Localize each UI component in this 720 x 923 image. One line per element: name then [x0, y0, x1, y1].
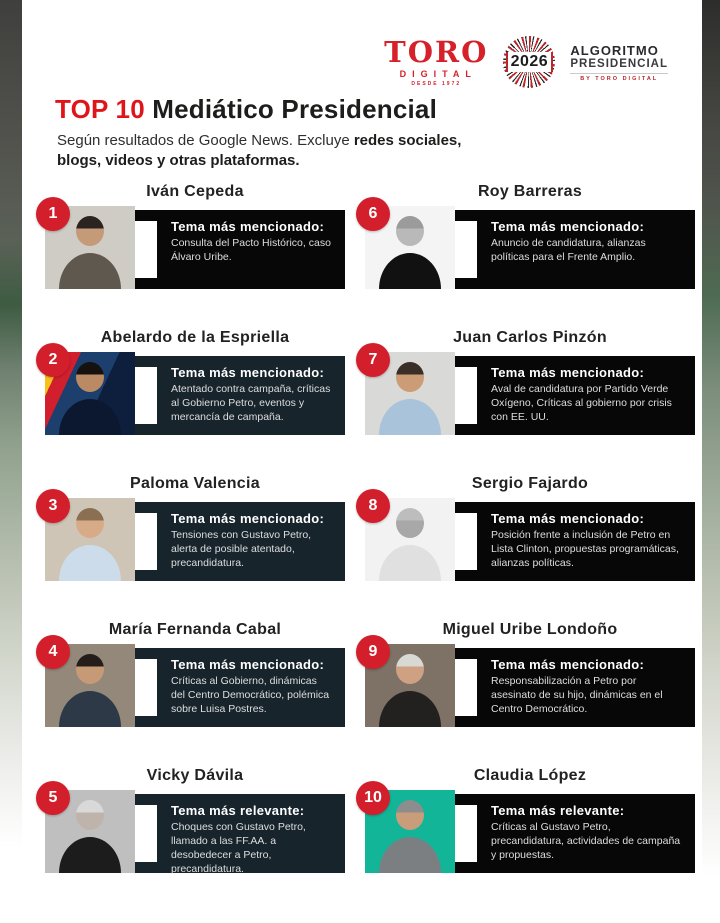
rank-badge: 10 — [356, 781, 390, 815]
rank-badge: 7 — [356, 343, 390, 377]
card-body — [365, 790, 695, 873]
candidate-name: Miguel Uribe Londoño — [442, 621, 618, 638]
card-body — [45, 498, 345, 581]
title-rest: Mediático Presidencial — [144, 94, 438, 124]
topic-text: Responsabilización a Petro por asesinato de su hijo, dinámicas en el Centro Democrático. — [491, 675, 663, 715]
subtitle-bold: redes sociales, blogs, videos y otras plataformas. — [57, 132, 462, 170]
topic-box — [131, 502, 345, 581]
topic-text: Aval de candidatura por Partido Verde Oxígeno, Críticas al gobierno por crisis con EE. UU. — [491, 383, 672, 423]
topic-label: Tema más mencionado: — [171, 657, 325, 672]
topic-box-text — [491, 356, 695, 431]
candidate-card-vicky-davila — [45, 767, 345, 873]
accent-tab — [135, 805, 157, 862]
topic-box-text — [171, 356, 345, 431]
topic-text: Anuncio de candidatura, alianzas políticas para el Frente Amplio. — [491, 237, 646, 263]
topic-text: Críticas al Gobierno, dinámicas del Centro Democrático, polémica sobre Luisa Postres. — [171, 675, 330, 715]
candidate-cards-grid — [45, 183, 695, 873]
candidate-name: Abelardo de la Espriella — [100, 329, 290, 346]
right-background-photo-strip — [702, 0, 720, 923]
topic-text: Consulta del Pacto Histórico, caso Álvaro Uribe. — [171, 237, 331, 263]
rank-badge: 2 — [36, 343, 70, 377]
accent-tab — [455, 221, 477, 278]
accent-tab — [455, 513, 477, 570]
candidate-card-sergio-fajardo — [365, 475, 695, 581]
topic-box-text — [491, 210, 695, 271]
topic-text: Críticas al Gustavo Petro, precandidatura, actividades de campaña y propuestas. — [491, 821, 681, 861]
topic-label: Tema más mencionado: — [491, 511, 645, 526]
topic-box — [451, 356, 695, 435]
topic-label: Tema más mencionado: — [491, 219, 645, 234]
candidate-name: Roy Barreras — [477, 183, 583, 200]
topic-label: Tema más mencionado: — [171, 511, 325, 526]
topic-box — [451, 502, 695, 581]
accent-tab — [135, 221, 157, 278]
card-body — [45, 206, 345, 289]
topic-label: Tema más mencionado: — [491, 365, 645, 380]
card-body — [365, 644, 695, 727]
topic-label: Tema más relevante: — [491, 803, 625, 818]
card-body — [365, 352, 695, 435]
logo-brand-text: TORO — [384, 34, 489, 69]
card-body — [365, 206, 695, 289]
topic-box-text — [171, 210, 345, 271]
topic-box-text — [171, 794, 345, 882]
accent-tab — [455, 805, 477, 862]
topic-label: Tema más mencionado: — [491, 657, 645, 672]
accent-tab — [455, 367, 477, 424]
candidate-card-claudia-lopez — [365, 767, 695, 873]
rank-badge: 6 — [356, 197, 390, 231]
left-background-photo-strip — [0, 0, 22, 923]
topic-text: Tensiones con Gustavo Petro, alerta de posible atentado, precandidatura. — [171, 529, 312, 569]
toro-digital-logo — [384, 34, 489, 87]
topic-text: Atentado contra campaña, críticas al Gobierno Petro, eventos y mercancía de campaña. — [171, 383, 331, 423]
topic-label: Tema más mencionado: — [171, 365, 325, 380]
candidate-name: Claudia López — [473, 767, 587, 784]
topic-box — [131, 794, 345, 873]
topic-label: Tema más mencionado: — [171, 219, 325, 234]
topic-box — [451, 210, 695, 289]
accent-tab — [455, 659, 477, 716]
candidate-card-maria-fernanda-cabal — [45, 621, 345, 727]
accent-tab — [135, 367, 157, 424]
logo-sub-text: DIGITAL — [399, 68, 477, 79]
candidate-card-roy-barreras — [365, 183, 695, 289]
topic-box-text — [171, 502, 345, 577]
topic-text: Posición frente a inclusión de Petro en Lista Clinton, propuestas programáticas, alianzas políticas. — [491, 529, 679, 569]
topic-box-text — [171, 648, 345, 723]
rank-badge: 8 — [356, 489, 390, 523]
badge-year: 2026 — [506, 52, 554, 72]
accent-tab — [135, 659, 157, 716]
algoritmo-line1: ALGORITMO — [570, 42, 659, 58]
card-body — [45, 352, 345, 435]
rank-badge: 9 — [356, 635, 390, 669]
candidate-card-abelardo-de-la-espriella — [45, 329, 345, 435]
subtitle-normal: Según resultados de Google News. Excluye — [57, 132, 354, 149]
logo-tagline-text: DESDE 1972 — [411, 80, 462, 87]
topic-box-text — [491, 794, 695, 869]
card-body — [45, 790, 345, 873]
rank-badge: 3 — [36, 489, 70, 523]
topic-box-text — [491, 502, 695, 577]
rank-badge: 5 — [36, 781, 70, 815]
topic-box-text — [491, 648, 695, 723]
page-title — [55, 94, 437, 125]
candidate-card-juan-carlos-pinzon — [365, 329, 695, 435]
title-highlight: TOP 10 — [55, 94, 145, 124]
topic-box — [131, 356, 345, 435]
topic-box — [131, 648, 345, 727]
algoritmo-byline: BY TORO DIGITAL — [570, 73, 668, 82]
header-brand-row — [384, 36, 668, 88]
topic-text: Choques con Gustavo Petro, llamado a las FF.AA. a desobedecer a Petro, precandidatura. — [171, 821, 306, 875]
card-body — [45, 644, 345, 727]
page-subtitle — [57, 131, 497, 172]
candidate-name: Juan Carlos Pinzón — [453, 329, 607, 346]
candidate-card-paloma-valencia — [45, 475, 345, 581]
topic-box — [451, 648, 695, 727]
year-2026-badge-icon — [503, 36, 555, 88]
candidate-name: Sergio Fajardo — [471, 475, 589, 492]
algoritmo-presidencial-lockup — [570, 43, 668, 82]
topic-box — [451, 794, 695, 873]
candidate-card-miguel-uribe-londono — [365, 621, 695, 727]
candidate-name: Paloma Valencia — [130, 475, 260, 492]
candidate-card-ivan-cepeda — [45, 183, 345, 289]
topic-label: Tema más relevante: — [171, 803, 305, 818]
card-body — [365, 498, 695, 581]
candidate-name: Iván Cepeda — [146, 183, 244, 200]
algoritmo-line2: PRESIDENCIAL — [570, 57, 668, 70]
candidate-name: Vicky Dávila — [146, 767, 244, 784]
candidate-name: María Fernanda Cabal — [108, 621, 282, 638]
rank-badge: 1 — [36, 197, 70, 231]
topic-box — [131, 210, 345, 289]
rank-badge: 4 — [36, 635, 70, 669]
accent-tab — [135, 513, 157, 570]
